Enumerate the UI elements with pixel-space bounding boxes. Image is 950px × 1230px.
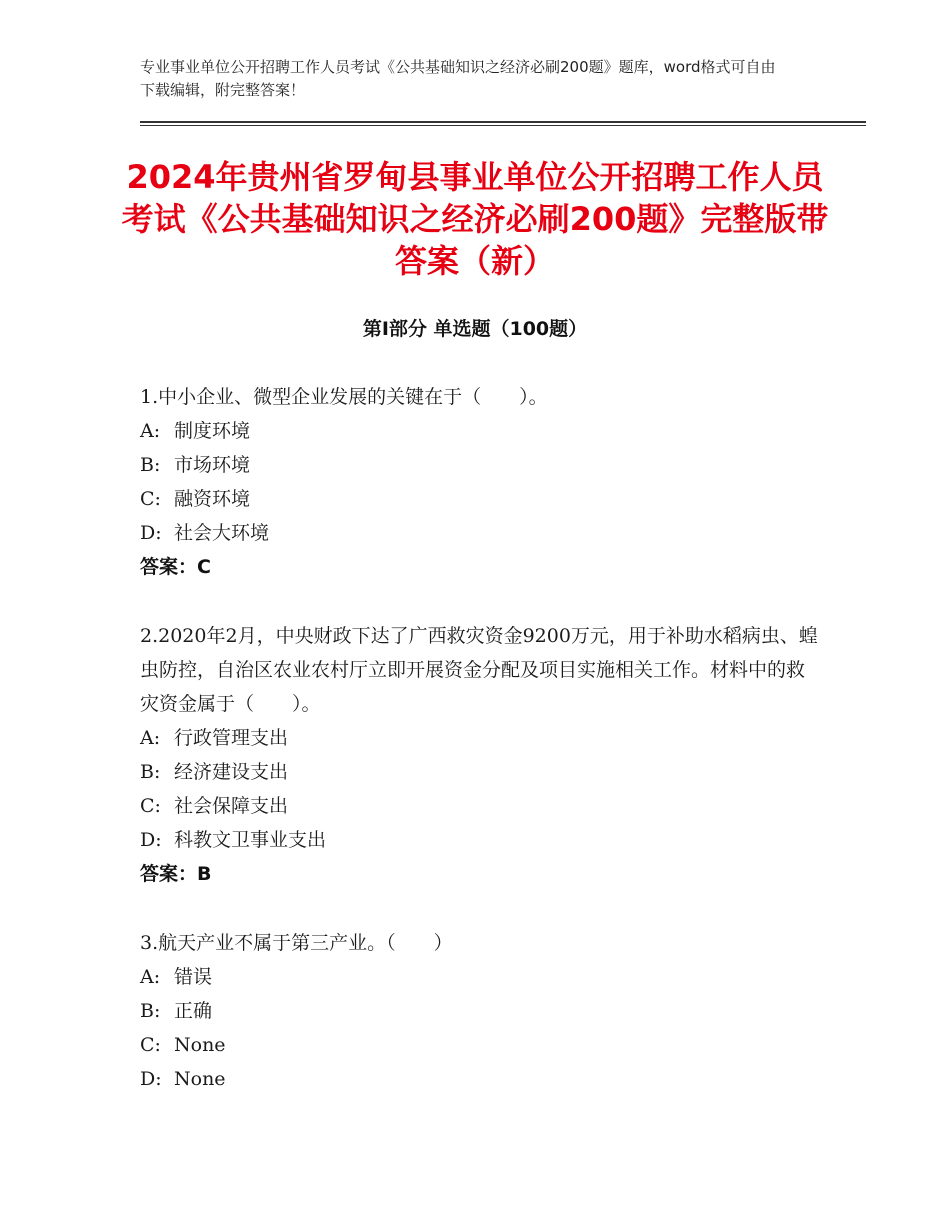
option-b [140,755,820,789]
option-text: 错误 [174,966,213,988]
option-letter: C: [140,795,161,817]
option-text: 制度环境 [174,420,251,442]
option-c [140,1028,820,1062]
option-text: 行政管理支出 [174,727,289,749]
option-letter: B: [140,761,161,783]
option-letter: A: [140,420,161,442]
option-letter: D: [140,1068,162,1090]
option-a [140,414,820,448]
option-b [140,994,820,1028]
option-text: None [174,1034,226,1056]
question-stem: 1.中小企业、微型企业发展的关键在于（ ）。 [140,386,548,408]
option-letter: D: [140,522,162,544]
option-d [140,1062,820,1096]
option-text: 经济建设支出 [174,761,289,783]
option-letter: A: [140,966,161,988]
option-text: 社会保障支出 [174,795,289,817]
section-title: 第Ⅰ部分 单选题（100题） [362,318,588,340]
option-d [140,516,820,550]
question-stem: 2.2020年2月，中央财政下达了广西救灾资金9200万元，用于补助水稻病虫、蝗虫防控，自治区农业农村厅立即开展资金分配及项目实施相关工作。材料中的救灾资金属于（ ）。 [140,625,818,715]
question-3 [140,926,820,1096]
answer: 答案：C [140,556,211,578]
option-letter: D: [140,829,162,851]
option-d [140,823,820,857]
option-letter: C: [140,1034,161,1056]
option-b [140,448,820,482]
option-c [140,789,820,823]
question-stem: 3.航天产业不属于第三产业。（ ） [140,932,453,954]
question-1 [140,380,820,584]
option-text: 市场环境 [174,454,251,476]
option-text: 正确 [174,1000,213,1022]
option-letter: B: [140,454,161,476]
option-letter: A: [140,727,161,749]
option-text: None [174,1068,226,1090]
header-rule-thin [140,125,866,126]
option-a [140,960,820,994]
header-rule-thick [140,121,866,123]
question-2 [140,619,820,891]
option-c [140,482,820,516]
option-letter: B: [140,1000,161,1022]
option-letter: C: [140,488,161,510]
header-note: 专业事业单位公开招聘工作人员考试《公共基础知识之经济必刷200题》题库，word格式可自由下载编辑，附完整答案！ [140,58,776,99]
option-text: 融资环境 [174,488,251,510]
option-a [140,721,820,755]
answer: 答案：B [140,863,212,885]
option-text: 科教文卫事业支出 [174,829,327,851]
document-title: 2024年贵州省罗甸县事业单位公开招聘工作人员考试《公共基础知识之经济必刷200题》完整版带答案（新） [121,158,829,280]
option-text: 社会大环境 [174,522,270,544]
